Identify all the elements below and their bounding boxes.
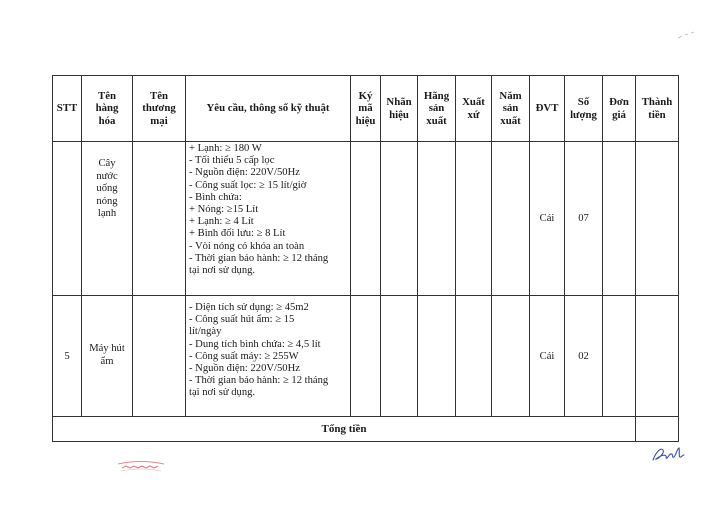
total-row <box>53 417 679 442</box>
cell-stt: 5 <box>53 296 82 417</box>
cell-trade-name <box>133 296 186 417</box>
header-product-name: Tên hàng hóa <box>82 76 133 142</box>
cell-manufacture-year <box>492 296 530 417</box>
header-manufacture-year: Năm sản xuất <box>492 76 530 142</box>
cell-manufacturer <box>418 296 456 417</box>
header-quantity: Số lượng <box>565 76 603 142</box>
table-row <box>53 142 679 296</box>
specification-table <box>52 75 679 442</box>
header-brand: Nhãn hiệu <box>381 76 418 142</box>
header-specifications: Yêu cầu, thông số kỹ thuật <box>186 76 351 142</box>
table-row <box>53 296 679 417</box>
cell-specifications: + Lạnh: ≥ 180 W - Tối thiểu 5 cấp lọc - Nguồn điện: 220V/50Hz - Công suất lọc: ≥ 15 lít/giờ - Bình chứa: + Nóng: ≥15 Lít + Lạnh: ≥ 4 Lít + Bình đối lưu: ≥ 8 Lít - Vòi nóng có khóa an toàn - Thời gian bảo hành: ≥ 12 tháng tại nơi sử dụng. <box>186 142 351 296</box>
cell-amount <box>636 296 679 417</box>
header-unit: ĐVT <box>530 76 565 142</box>
cell-stt <box>53 142 82 296</box>
cell-unit: Cái <box>530 142 565 296</box>
cell-quantity: 02 <box>565 296 603 417</box>
cell-model-code <box>351 142 381 296</box>
cell-brand <box>381 142 418 296</box>
cell-unit: Cái <box>530 296 565 417</box>
total-amount-cell <box>636 417 679 442</box>
cell-specifications: - Diện tích sử dụng: ≥ 45m2 - Công suất hút ẩm: ≥ 15 lít/ngày - Dung tích bình chứa: ≥ 4,5 lít - Công suất máy: ≥ 255W - Nguồn điện: 220V/50Hz - Thời gian bảo hành: ≥ 12 tháng tại nơi sử dụng. <box>186 296 351 417</box>
scan-mark-icon <box>676 30 698 40</box>
cell-product-name: Máy hút ẩm <box>82 296 133 417</box>
cell-quantity: 07 <box>565 142 603 296</box>
total-label: Tổng tiền <box>53 417 636 442</box>
red-stamp-icon <box>116 460 166 472</box>
header-amount: Thành tiền <box>636 76 679 142</box>
cell-unit-price <box>603 296 636 417</box>
table-header-row <box>53 76 679 142</box>
cell-manufacturer <box>418 142 456 296</box>
cell-origin <box>456 296 492 417</box>
header-origin: Xuất xứ <box>456 76 492 142</box>
cell-model-code <box>351 296 381 417</box>
cell-brand <box>381 296 418 417</box>
cell-unit-price <box>603 142 636 296</box>
cell-amount <box>636 142 679 296</box>
cell-manufacture-year <box>492 142 530 296</box>
header-stt: STT <box>53 76 82 142</box>
cell-product-name: Cây nước uống nóng lạnh <box>82 142 133 296</box>
header-model-code: Ký mã hiệu <box>351 76 381 142</box>
header-unit-price: Đơn giá <box>603 76 636 142</box>
header-manufacturer: Hãng sản xuất <box>418 76 456 142</box>
cell-origin <box>456 142 492 296</box>
signature-icon <box>650 444 686 464</box>
cell-trade-name <box>133 142 186 296</box>
header-trade-name: Tên thương mại <box>133 76 186 142</box>
